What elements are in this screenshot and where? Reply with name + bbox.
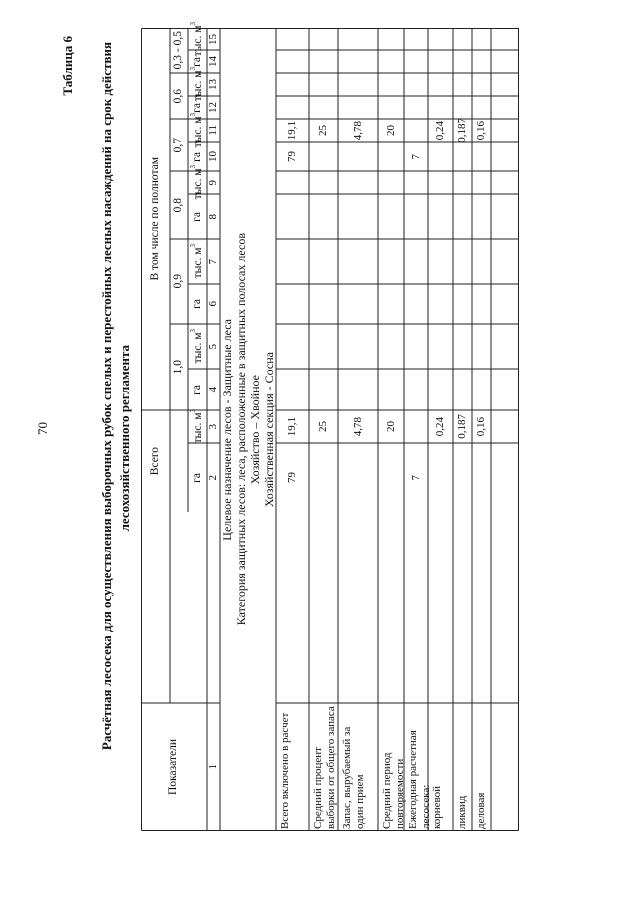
density-group-header [170, 239, 188, 324]
column-number [207, 142, 220, 171]
unit-volume-header-text: тыс. $м^3$ [189, 113, 205, 148]
table-cell [378, 119, 404, 142]
table-cell [338, 239, 378, 284]
row-label [378, 703, 404, 831]
page-number: 70 [35, 422, 50, 435]
table-cell [404, 171, 428, 194]
unit-ha-header-text: га [190, 472, 203, 483]
table-cell [404, 96, 428, 119]
table-cell [378, 96, 404, 119]
table-cell-text: 0,187 [456, 414, 468, 439]
table-cell-text: 79 [286, 151, 298, 162]
table-cell-text: 0,24 [434, 120, 446, 141]
table-cell [472, 119, 491, 142]
table-cell [428, 410, 453, 443]
table-cell [338, 324, 378, 369]
row-label [472, 703, 491, 831]
column-number-text: 3 [207, 423, 219, 430]
table-cell [276, 73, 309, 96]
unit-ha-header-text: га [190, 384, 203, 395]
unit-volume-header-text: тыс. $м^3$ [189, 329, 205, 364]
table-cell [378, 142, 404, 171]
column-number-text: 10 [207, 151, 219, 162]
density-group-header [170, 324, 188, 410]
density-group-header [170, 28, 188, 73]
unit-superscript: 3 [189, 244, 198, 248]
column-number-text: 11 [207, 125, 219, 136]
column-number [207, 119, 220, 142]
table-cell-text: 4,78 [351, 416, 364, 437]
column-number [207, 239, 220, 284]
table-cell [404, 284, 428, 324]
table-cell [276, 96, 309, 119]
table-cell [276, 410, 309, 443]
density-group-header [170, 119, 188, 171]
column-number-text: 4 [207, 386, 219, 393]
table-title-line-2: лесохозяйственного регламента [117, 345, 132, 532]
table-cell [453, 119, 472, 142]
table-cell [309, 50, 338, 73]
table-cell [309, 369, 338, 410]
table-cell [404, 119, 428, 142]
table-cell-text: 4,78 [351, 120, 364, 141]
table-cell [472, 410, 491, 443]
unit-ha-header-text: га [190, 299, 203, 309]
subgroup-header-text: В том числе по полнотам [148, 157, 161, 281]
section-line [220, 28, 234, 831]
table-cell [309, 119, 338, 142]
table-cell [472, 142, 491, 171]
table-cell [309, 194, 338, 239]
table-cell [428, 119, 453, 142]
section-line [248, 28, 262, 831]
table-cell [453, 194, 472, 239]
unit-volume-header-text: тыс. $м^3$ [189, 21, 205, 57]
column-number [207, 324, 220, 369]
table-cell [338, 284, 378, 324]
column-number [207, 284, 220, 324]
unit-volume-header-text: тыс. $м^3$ [189, 244, 205, 279]
table-title-line-1: Расчётная лесосека для осуществления выборочных рубок спелых и перестойных лесных насаждений на срок действия [99, 42, 114, 751]
column-number [207, 703, 220, 831]
table-cell [276, 239, 309, 284]
table-cell-text: 0,187 [456, 118, 468, 143]
column-number-text: 8 [207, 213, 219, 220]
density-group-header [170, 73, 188, 119]
column-number [207, 369, 220, 410]
table-cell [472, 369, 491, 410]
table-cell [472, 73, 491, 96]
table-cell-text: 0,24 [434, 416, 446, 437]
table-cell [276, 50, 309, 73]
table-cell-text: 79 [286, 472, 298, 483]
table-cell [309, 443, 338, 512]
unit-ha-header-text: га [190, 211, 203, 222]
total-header [141, 410, 170, 512]
column-number-text: 5 [207, 343, 219, 350]
table-cell [404, 369, 428, 410]
column-number [207, 171, 220, 194]
section-line-text: Категория защитных лесов: леса, расположенные в защитных полосах лесов [234, 233, 248, 626]
unit-volume-header-text: тыс. $м^3$ [189, 409, 205, 444]
table-cell [428, 50, 453, 73]
table-cell [453, 324, 472, 369]
unit-volume-header [188, 410, 207, 443]
indicator-header-text: Показатели [167, 739, 180, 795]
table-cell [428, 171, 453, 194]
unit-superscript: 3 [189, 113, 198, 117]
density-group-header-text: 0,8 [172, 197, 185, 213]
table-cell-text: 25 [317, 421, 329, 432]
table-cell [338, 50, 378, 73]
table-cell [378, 284, 404, 324]
table-cell [453, 142, 472, 171]
table-cell [309, 28, 338, 50]
unit-ha-header [188, 194, 207, 239]
column-number [207, 96, 220, 119]
table-cell-text: 19,1 [286, 120, 298, 141]
table-cell [378, 410, 404, 443]
table-cell [378, 194, 404, 239]
table-cell [472, 171, 491, 194]
density-group-header [170, 171, 188, 239]
table-number: Таблица 6 [60, 36, 75, 96]
table-cell [404, 239, 428, 284]
section-line-text: Целевое назначение лесов - Защитные леса [220, 318, 234, 541]
table-cell [338, 28, 378, 50]
table-cell [472, 239, 491, 284]
unit-superscript: 3 [189, 329, 198, 333]
table-cell [428, 28, 453, 50]
table-cell [309, 410, 338, 443]
unit-superscript: 3 [189, 165, 198, 169]
table-cell [338, 410, 378, 443]
table-cell [378, 443, 404, 512]
table-cell [453, 73, 472, 96]
table-cell [378, 324, 404, 369]
row-label-text: Средний процент выборки от общего запаса [312, 706, 337, 829]
table-cell [428, 73, 453, 96]
table-cell [404, 142, 428, 171]
unit-superscript: 3 [189, 409, 198, 413]
table-cell-text: 0,16 [475, 416, 487, 437]
table-cell [276, 119, 309, 142]
table-cell [276, 324, 309, 369]
total-header-text: Всего [148, 446, 161, 476]
table-cell [453, 284, 472, 324]
unit-ha-header-text: га [190, 56, 203, 67]
table-cell [309, 96, 338, 119]
density-group-header-text: 0,7 [172, 137, 185, 153]
table-cell [453, 443, 472, 512]
row-label-text: Ежегодная расчетная лесосека: [407, 730, 432, 829]
row-label [404, 703, 432, 831]
table-cell [428, 194, 453, 239]
table-cell [428, 239, 453, 284]
table-cell [378, 171, 404, 194]
row-label-text: Средний период повторяемости [381, 752, 406, 829]
section-line [262, 28, 276, 831]
table-cell [453, 50, 472, 73]
row-label-text: Запас, вырубаемый за один прием [341, 726, 366, 829]
column-number-text: 13 [207, 79, 219, 90]
table-cell [428, 369, 453, 410]
column-number-text: 15 [207, 33, 219, 45]
table-cell [378, 239, 404, 284]
unit-volume-header [188, 165, 207, 200]
density-group-header-text: 1,0 [172, 359, 185, 375]
table-cell [453, 96, 472, 119]
table-cell [338, 443, 378, 512]
column-number [207, 28, 220, 50]
column-number [207, 443, 220, 512]
table-cell [309, 142, 338, 171]
table-cell [404, 50, 428, 73]
table-cell [472, 28, 491, 50]
table-cell [338, 119, 378, 142]
column-number-text: 12 [207, 102, 219, 113]
table-cell [309, 324, 338, 369]
table-cell [378, 28, 404, 50]
table-cell [378, 50, 404, 73]
table-cell [472, 96, 491, 119]
table-cell [276, 284, 309, 324]
table-cell [404, 324, 428, 369]
table-cell [453, 171, 472, 194]
unit-volume-header [188, 21, 207, 57]
column-number [207, 50, 220, 73]
table-cell [404, 410, 428, 443]
row-label-text: корневой [431, 785, 443, 829]
section-line [234, 28, 248, 831]
density-group-header-text: 0,9 [172, 274, 185, 289]
table-cell [276, 369, 309, 410]
table-cell-text: 0,16 [475, 120, 487, 141]
table-cell [472, 194, 491, 239]
row-label-text: деловая [475, 792, 487, 829]
unit-ha-header [188, 369, 207, 410]
table-cell [338, 171, 378, 194]
unit-ha-header-text: га [190, 151, 203, 162]
row-label [309, 703, 338, 831]
unit-superscript: 3 [189, 67, 198, 71]
table-cell [428, 142, 453, 171]
section-line-text: Хозяйство – Хвойное [248, 374, 262, 485]
table-cell [338, 73, 378, 96]
unit-volume-header-text: тыс. $м^3$ [189, 165, 205, 200]
table-cell [276, 443, 309, 512]
table-cell [309, 73, 338, 96]
subgroup-header [141, 28, 170, 410]
table-cell-text: 25 [317, 125, 329, 136]
table-cell [338, 194, 378, 239]
unit-volume-header [188, 113, 207, 148]
row-label-text: ликвид [456, 795, 468, 829]
indicator-header [141, 703, 207, 831]
table-cell [309, 171, 338, 194]
table-cell [309, 239, 338, 284]
column-number-text: 1 [207, 764, 219, 770]
column-number-text: 2 [207, 474, 219, 481]
table-cell [428, 96, 453, 119]
table-cell [453, 369, 472, 410]
allowable-cut-table [141, 21, 519, 831]
table-cell [453, 239, 472, 284]
table-cell [338, 369, 378, 410]
table-cell [472, 324, 491, 369]
table-cell-text: 20 [384, 421, 397, 432]
table-cell [472, 50, 491, 73]
table-cell [338, 142, 378, 171]
column-number-text: 9 [207, 179, 219, 186]
table-cell [453, 410, 472, 443]
table-cell-text: 19,1 [286, 416, 298, 437]
row-label-text: Всего включено в расчет [279, 712, 291, 829]
table-cell [309, 284, 338, 324]
density-group-header-text: 0,3 - 0,5 [172, 31, 185, 70]
unit-superscript: 3 [189, 21, 198, 26]
table-cell [276, 142, 309, 171]
unit-ha-header [188, 443, 207, 512]
table-cell [428, 443, 453, 512]
unit-ha-header [188, 284, 207, 324]
table-cell-text: 7 [409, 474, 422, 481]
table-cell [378, 369, 404, 410]
table-cell [276, 28, 309, 50]
row-label [276, 703, 309, 831]
unit-volume-header [188, 324, 207, 369]
column-number [207, 194, 220, 239]
table-cell [404, 194, 428, 239]
table-cell [428, 324, 453, 369]
unit-volume-header-text: тыс. $м^3$ [189, 67, 205, 102]
table-cell-text: 7 [409, 153, 422, 160]
row-label [428, 703, 453, 831]
column-number-text: 7 [207, 258, 219, 265]
unit-volume-header [188, 67, 207, 102]
table-cell [453, 28, 472, 50]
column-number-text: 6 [207, 301, 219, 307]
table-cell [338, 96, 378, 119]
column-number [207, 73, 220, 96]
table-cell [472, 443, 491, 512]
table-cell [472, 284, 491, 324]
unit-ha-header-text: га [190, 102, 203, 113]
table-cell [378, 73, 404, 96]
table-cell [276, 171, 309, 194]
table-cell [404, 73, 428, 96]
table-cell [428, 284, 453, 324]
column-number [207, 410, 220, 443]
table-cell [404, 443, 428, 512]
section-line-text: Хозяйственная секция - Сосна [262, 351, 276, 508]
column-number-text: 14 [207, 56, 219, 67]
density-group-header-text: 0,6 [172, 88, 185, 104]
table-cell [404, 28, 428, 50]
unit-volume-header [188, 239, 207, 284]
row-label [453, 703, 472, 831]
table-cell [276, 194, 309, 239]
row-label [338, 703, 378, 831]
table-cell-text: 20 [384, 125, 397, 136]
